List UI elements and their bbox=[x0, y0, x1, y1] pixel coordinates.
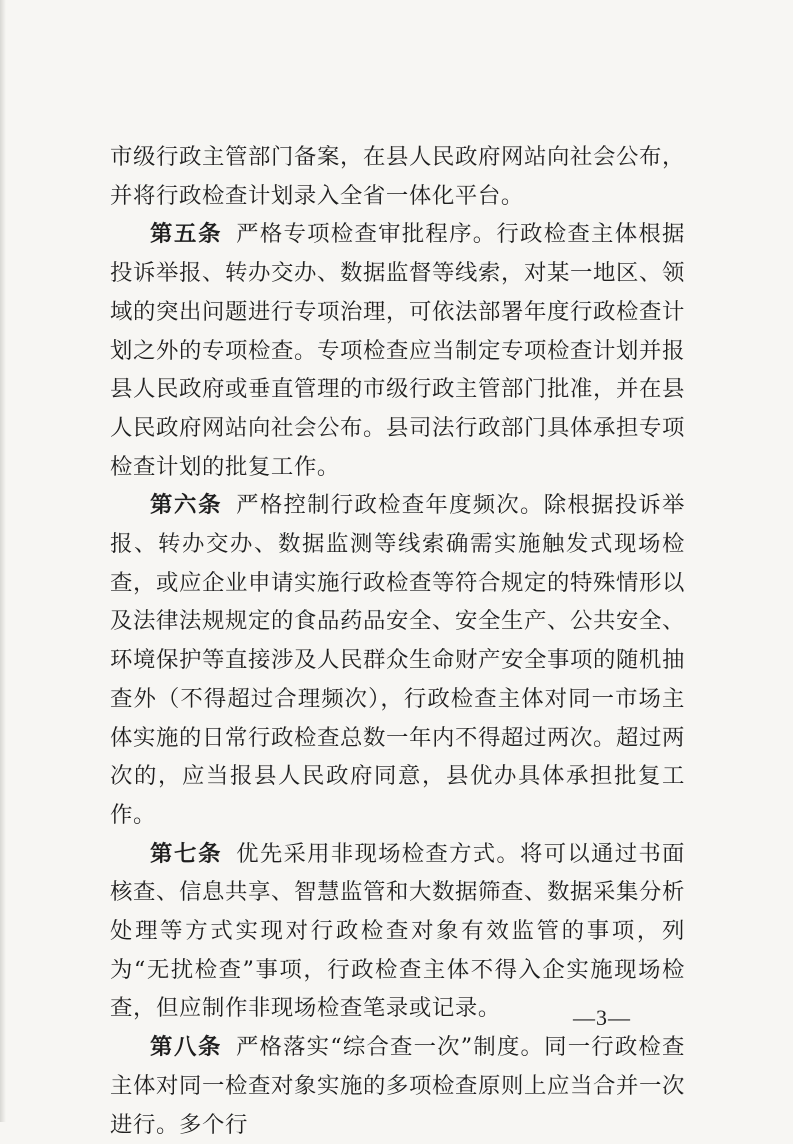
paragraph-text: 严格落实“综合查一次”制度。同一行政检查主体对同一检查对象实施的多项检查原则上应当合并一次进行。多个行 bbox=[110, 1034, 685, 1138]
paragraph-text: 优先采用非现场检查方式。将可以通过书面核查、信息共享、智慧监管和大数据筛查、数据采集分析处理等方式实现对行政检查对象有效监管的事项，列为“无扰检查”事项，行政检查主体不得入企实施现场检查，但应制作非现场检查笔录或记录。 bbox=[110, 840, 685, 1022]
paragraph-text: 严格专项检查审批程序。行政检查主体根据投诉举报、转办交办、数据监督等线索，对某一地区、领域的突出问题进行专项治理，可依法部署年度行政检查计划之外的专项检查。专项检查应当制定专项检查计划并报县人民政府或垂直管理的市级行政主管部门批准，并在县人民政府网站向社会公布。县司法行政部门具体承担专项检查计划的批复工作。 bbox=[110, 221, 685, 480]
paragraph-article-7 bbox=[110, 835, 685, 1029]
paragraph-article-5 bbox=[110, 215, 685, 486]
paragraph-text: 市级行政主管部门备案，在县人民政府网站向社会公布，并将行政检查计划录入全省一体化平台。 bbox=[110, 144, 685, 209]
article-number: 第六条 bbox=[150, 492, 223, 519]
paragraph-continuation bbox=[110, 138, 685, 215]
document-body bbox=[110, 138, 685, 1144]
scan-edge-shadow bbox=[0, 0, 6, 1122]
article-number: 第七条 bbox=[150, 840, 223, 867]
paragraph-article-8 bbox=[110, 1028, 685, 1144]
page-number: —3— bbox=[573, 1005, 631, 1030]
article-number: 第八条 bbox=[150, 1034, 222, 1061]
paragraph-text: 严格控制行政检查年度频次。除根据投诉举报、转办交办、数据监测等线索确需实施触发式现场检查，或应企业申请实施行政检查等符合规定的特殊情形以及法律法规规定的食品药品安全、安全生产、公共安全、环境保护等直接涉及人民群众生命财产安全事项的随机抽查外（不得超过合理频次），行政检查主体对同一市场主体实施的日常行政检查总数一年内不得超过两次。超过两次的，应当报县人民政府同意，县优办具体承担批复工作。 bbox=[110, 492, 685, 828]
article-number: 第五条 bbox=[150, 221, 223, 248]
paragraph-article-6 bbox=[110, 486, 685, 834]
